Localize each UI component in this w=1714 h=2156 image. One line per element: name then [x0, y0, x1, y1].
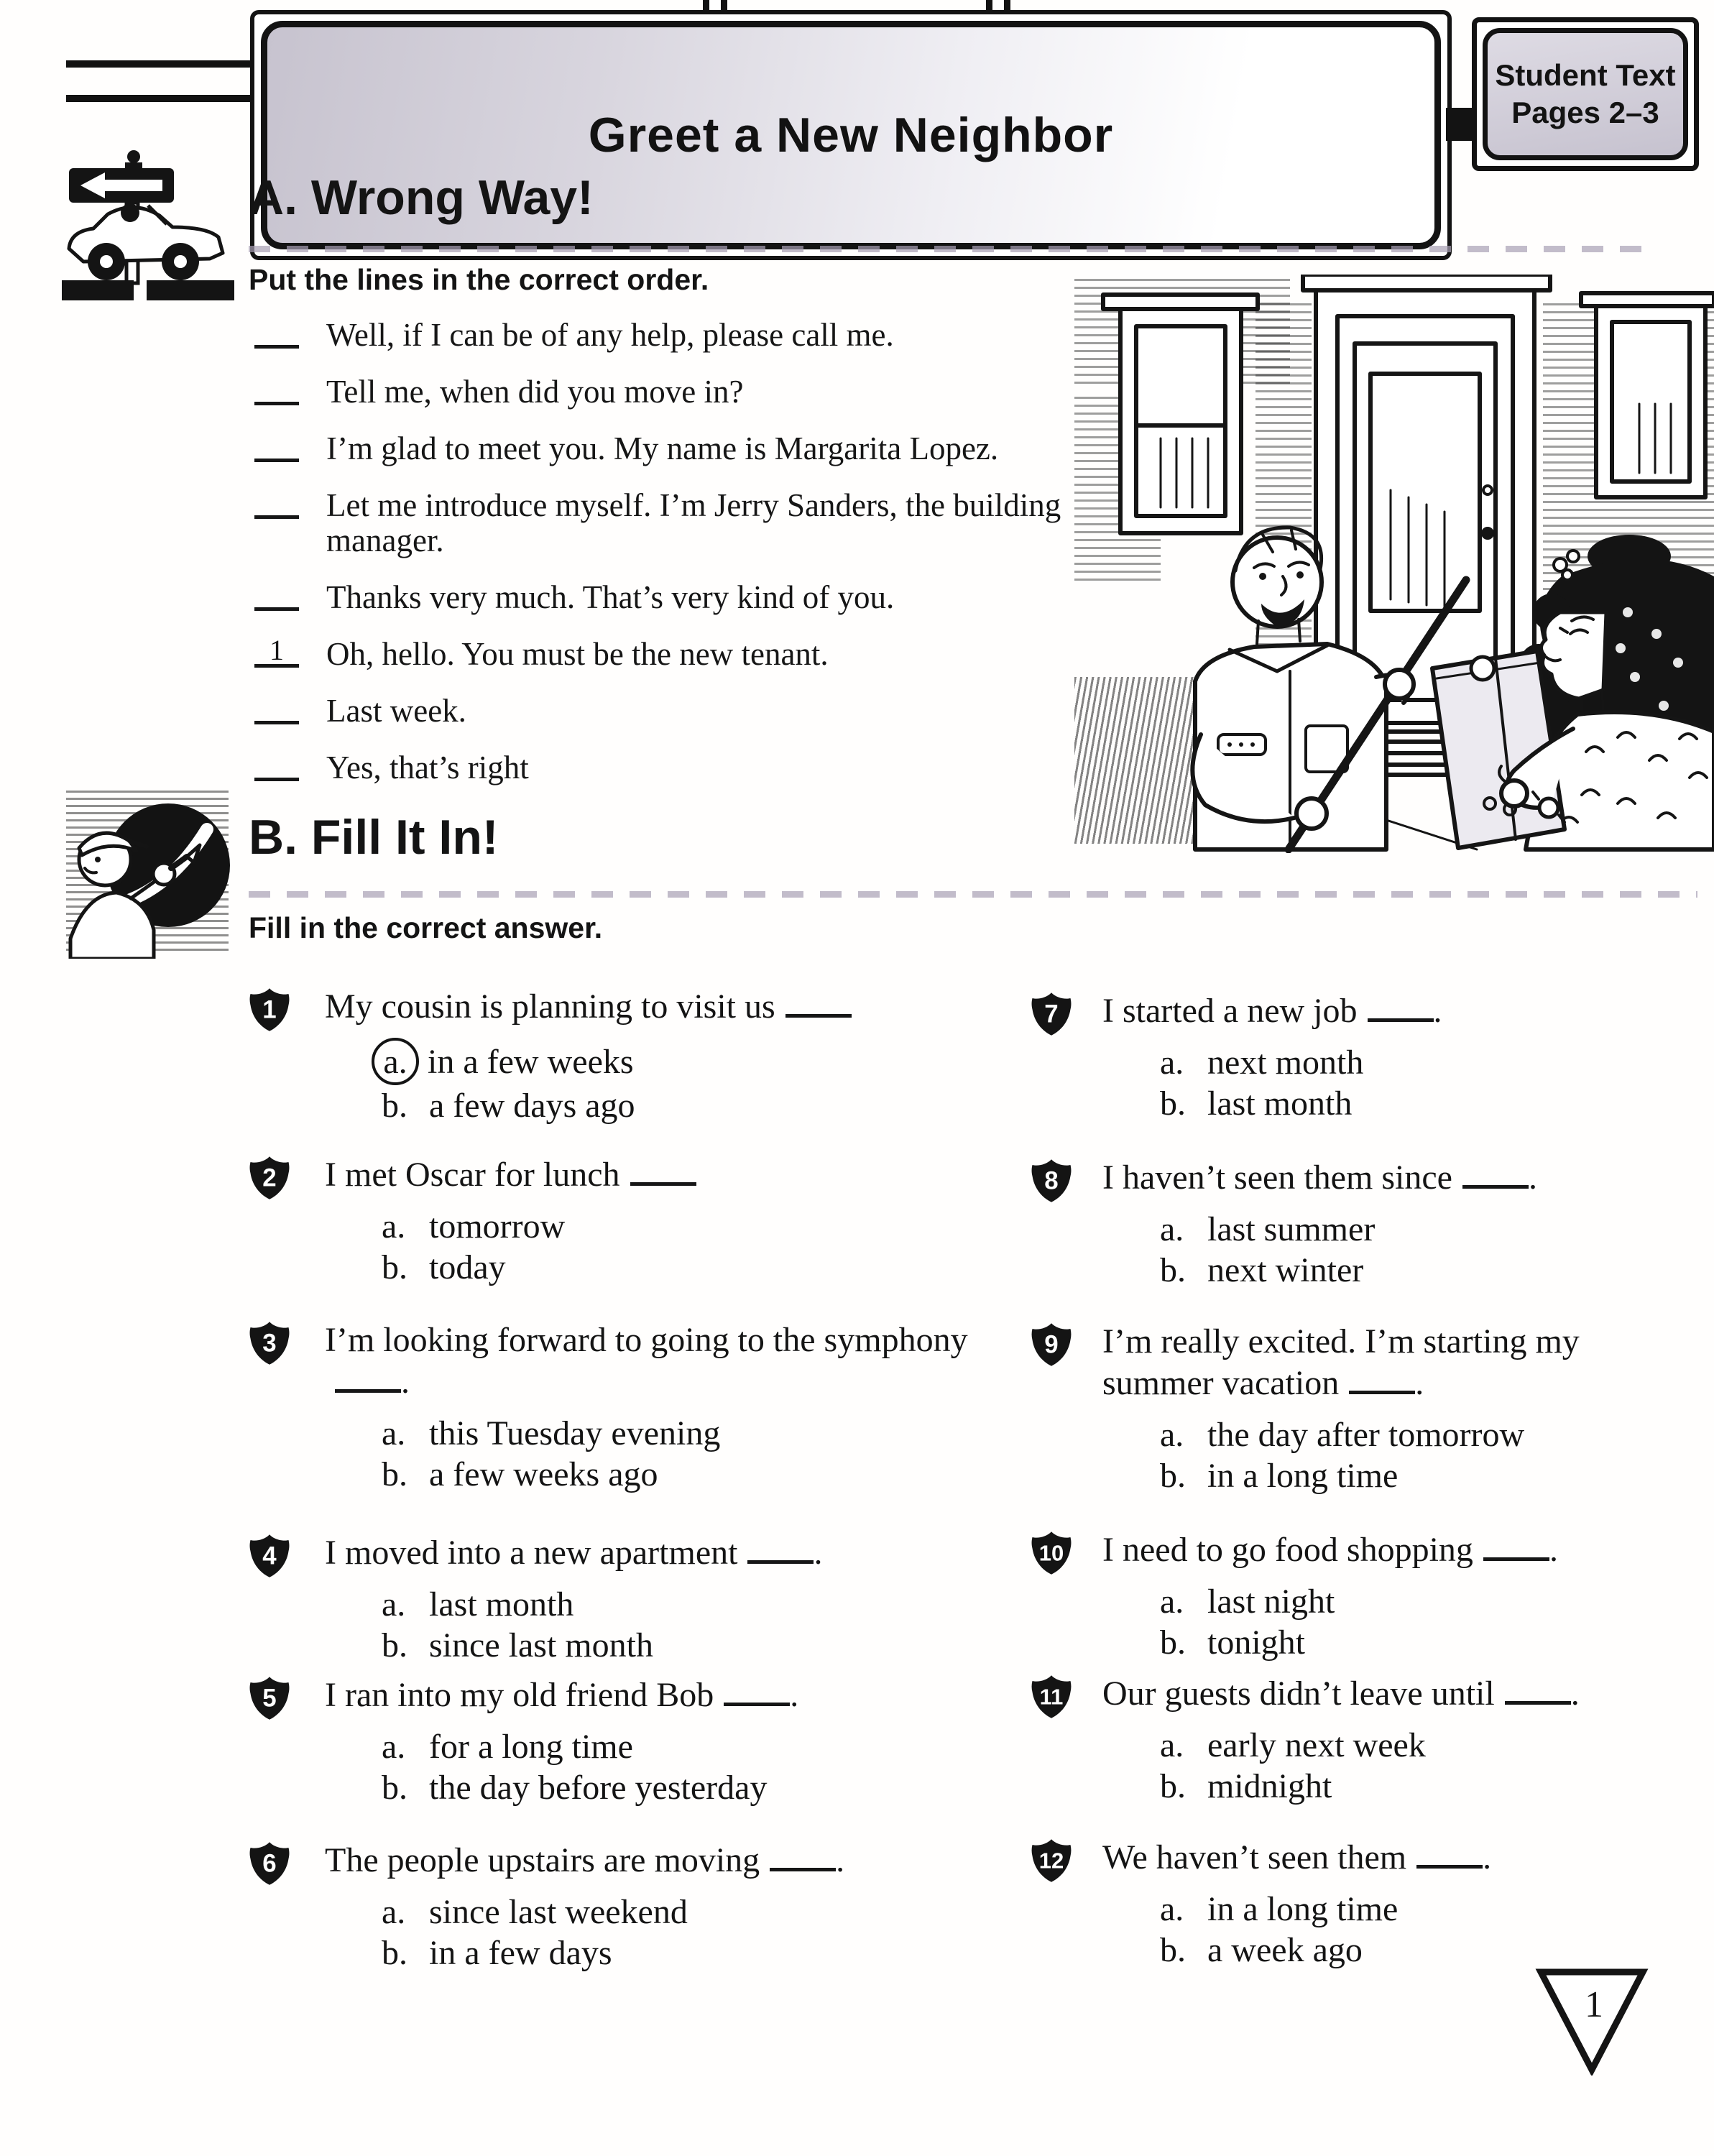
option-b-text: a week ago [1207, 1931, 1363, 1969]
question-text: I’m looking forward to going to the symphony [325, 1321, 968, 1359]
route-shield-icon [1029, 1321, 1074, 1368]
dialogue-line [252, 634, 1107, 672]
sign-painter-icon [66, 785, 233, 959]
question-text: I need to go food shopping [1102, 1531, 1473, 1569]
option-b: b. in a long time [1160, 1457, 1399, 1495]
option-a-text: since last weekend [429, 1893, 688, 1931]
question-8 [1029, 1157, 1697, 1291]
dialogue-line [252, 488, 1107, 558]
option-b-text: tonight [1207, 1623, 1306, 1662]
dialogue-line [252, 580, 1107, 615]
question-text: I’m really excited. I’m starting my summer vacation [1102, 1322, 1580, 1402]
answer-blank [630, 1158, 696, 1186]
student-text-pages: Pages 2–3 [1511, 96, 1659, 129]
answer-blank [1368, 994, 1434, 1022]
question-text: Our guests didn’t leave until [1102, 1674, 1495, 1713]
option-a-text: next month [1207, 1044, 1364, 1082]
blank-period: . [790, 1676, 799, 1714]
question-12 [1029, 1837, 1697, 1971]
option-b-text: since last month [429, 1626, 653, 1664]
question-text: My cousin is planning to visit us [325, 987, 775, 1026]
option-a: a. next month [1160, 1044, 1364, 1082]
line-art [1074, 275, 1714, 853]
page-number: 1 [1585, 1984, 1603, 2025]
dialogue-text: Yes, that’s right [326, 750, 529, 786]
option-a: a. last night [1160, 1583, 1335, 1621]
svg-text:7: 7 [1044, 1000, 1059, 1028]
option-b: b. tonight [1160, 1623, 1306, 1662]
student-text-label: Student Text [1495, 57, 1676, 92]
blank-period: . [1549, 1531, 1558, 1569]
question-text: I met Oscar for lunch [325, 1156, 620, 1194]
student-text-badge-face [1483, 28, 1688, 160]
option-b-text: next winter [1207, 1251, 1364, 1289]
svg-text:12: 12 [1038, 1848, 1064, 1874]
blank-period: . [1415, 1364, 1424, 1402]
question-text: I ran into my old friend Bob [325, 1676, 714, 1714]
svg-text:4: 4 [262, 1542, 277, 1570]
svg-text:5: 5 [262, 1684, 277, 1713]
option-a-text: for a long time [429, 1728, 633, 1766]
option-a: a. last month [382, 1585, 574, 1623]
blank-period: . [814, 1534, 823, 1572]
order-blank [254, 746, 299, 781]
dialogue-line [252, 318, 1107, 353]
question-text: I started a new job [1102, 992, 1358, 1030]
blank-period: . [836, 1841, 845, 1879]
option-a [382, 1038, 980, 1085]
blank-period: . [1528, 1158, 1537, 1197]
question-text: We haven’t seen them [1102, 1838, 1407, 1876]
option-b: b. a week ago [1160, 1931, 1363, 1969]
section-a-heading: A. Wrong Way! [249, 170, 594, 225]
option-a: a. for a long time [382, 1728, 633, 1766]
question-5 [247, 1674, 980, 1808]
question-1 [247, 986, 980, 1126]
route-shield-icon [1029, 1837, 1074, 1884]
section-b-instruction: Fill in the correct answer. [249, 911, 603, 944]
svg-text:11: 11 [1039, 1684, 1064, 1710]
dialogue-text: I’m glad to meet you. My name is Margarita Lopez. [326, 430, 999, 466]
svg-text:1: 1 [262, 995, 277, 1024]
answer-blank [1349, 1366, 1415, 1394]
order-blank [254, 576, 299, 611]
question-10 [1029, 1529, 1697, 1663]
option-a-text: the day after tomorrow [1207, 1416, 1525, 1454]
svg-text:2: 2 [262, 1164, 277, 1192]
svg-text:6: 6 [262, 1849, 277, 1878]
option-a: a. this Tuesday evening [382, 1414, 721, 1452]
answer-blank [724, 1678, 790, 1706]
option-b: b. today [382, 1248, 506, 1286]
answer-blank [1483, 1533, 1549, 1561]
svg-text:8: 8 [1044, 1166, 1059, 1195]
option-b: b. a few days ago [382, 1087, 635, 1125]
question-text: The people upstairs are moving [325, 1841, 760, 1879]
route-shield-icon [1029, 990, 1074, 1038]
answer-blank [747, 1536, 814, 1564]
route-shield-icon [1029, 1157, 1074, 1204]
section-a-divider [249, 246, 1651, 252]
answer-blank [770, 1843, 836, 1871]
option-b: b. next winter [1160, 1251, 1364, 1289]
option-a-text: tomorrow [429, 1207, 566, 1245]
dialogue-text: Well, if I can be of any help, please call me. [326, 317, 894, 353]
svg-text:10: 10 [1038, 1540, 1064, 1566]
dialogue-line [252, 431, 1107, 466]
blank-period: . [1433, 992, 1442, 1030]
order-blank [254, 689, 299, 724]
option-a: a. tomorrow [382, 1207, 566, 1245]
one-way-street-car-icon [62, 149, 234, 302]
option-a-text: early next week [1207, 1726, 1426, 1764]
dialogue-text: Oh, hello. You must be the new tenant. [326, 636, 829, 672]
blank-period: . [1570, 1674, 1580, 1713]
order-blank [254, 313, 299, 349]
option-b-text: the day before yesterday [429, 1769, 768, 1807]
page-title: Greet a New Neighbor [588, 108, 1114, 162]
option-b-text: in a few days [429, 1934, 612, 1972]
option-a-text: this Tuesday evening [429, 1414, 721, 1452]
option-b-text: a few weeks ago [429, 1455, 658, 1493]
option-b: b. last month [1160, 1084, 1353, 1123]
option-a: a. the day after tomorrow [1160, 1416, 1525, 1454]
yield-triangle-icon [1535, 1966, 1649, 2076]
option-a: a. early next week [1160, 1726, 1426, 1764]
route-shield-icon [247, 1319, 292, 1367]
order-blank [254, 427, 299, 462]
option-b-text: last month [1207, 1084, 1353, 1123]
dialogue-text: Let me introduce myself. I’m Jerry Sanders, the building manager. [326, 487, 1061, 558]
section-b-heading: B. Fill It In! [249, 810, 499, 865]
option-a: a. last summer [1160, 1210, 1376, 1248]
option-b-text: today [429, 1248, 506, 1286]
option-b: b. a few weeks ago [382, 1455, 658, 1493]
option-b-text: midnight [1207, 1767, 1332, 1805]
answer-blank [785, 990, 852, 1018]
blank-period: . [401, 1363, 410, 1401]
option-b: b. since last month [382, 1626, 653, 1664]
route-shield-icon [247, 1532, 292, 1580]
answer-blank [1462, 1161, 1529, 1189]
student-text-badge [1472, 17, 1699, 171]
order-blank [254, 484, 299, 519]
answer-blank [1505, 1677, 1571, 1705]
dialogue-text: Tell me, when did you move in? [326, 374, 744, 410]
route-shield-icon [1029, 1673, 1074, 1720]
question-text: I moved into a new apartment [325, 1534, 738, 1572]
option-a: a. in a long time [1160, 1890, 1399, 1928]
section-a-instruction: Put the lines in the correct order. [249, 263, 709, 296]
route-shield-icon [247, 1840, 292, 1887]
painter-art [66, 785, 233, 959]
svg-text:9: 9 [1044, 1330, 1059, 1359]
sign-pole-left [66, 60, 254, 102]
option-a-text: in a long time [1207, 1890, 1399, 1928]
route-shield-icon [1029, 1529, 1074, 1577]
ordering-exercise [252, 318, 1107, 807]
option-b: b. in a few days [382, 1934, 612, 1972]
order-blank: 1 [254, 632, 299, 668]
question-2 [247, 1154, 980, 1288]
question-4 [247, 1532, 980, 1666]
svg-text:3: 3 [262, 1329, 277, 1358]
question-11 [1029, 1673, 1697, 1807]
order-blank [254, 370, 299, 405]
section-b-divider [249, 891, 1697, 898]
option-b-text: in a long time [1207, 1457, 1399, 1495]
answer-blank [1416, 1841, 1483, 1869]
option-b-text: a few days ago [429, 1087, 635, 1125]
option-b: b. midnight [1160, 1767, 1332, 1805]
question-6 [247, 1840, 980, 1973]
neighbors-at-door-illustration [1074, 275, 1714, 853]
dialogue-line [252, 374, 1107, 410]
option-b: b. the day before yesterday [382, 1769, 768, 1807]
question-7 [1029, 990, 1697, 1124]
option-a-text: in a few weeks [428, 1043, 634, 1081]
dialogue-text: Thanks very much. That’s very kind of you. [326, 579, 895, 615]
dialogue-text: Last week. [326, 693, 466, 729]
question-9 [1029, 1321, 1697, 1496]
blank-period: . [1483, 1838, 1492, 1876]
option-a: a. since last weekend [382, 1893, 688, 1931]
dialogue-line [252, 750, 1107, 786]
question-3 [247, 1319, 980, 1495]
route-shield-icon [247, 1154, 292, 1202]
circled-answer: a. [372, 1038, 419, 1085]
option-a-text: last night [1207, 1583, 1335, 1621]
route-shield-icon [247, 1674, 292, 1722]
dialogue-line [252, 694, 1107, 729]
option-a-text: last summer [1207, 1210, 1376, 1248]
answer-blank [335, 1365, 401, 1393]
question-text: I haven’t seen them since [1102, 1158, 1452, 1197]
option-a-text: last month [429, 1585, 574, 1623]
route-shield-icon [247, 986, 292, 1033]
